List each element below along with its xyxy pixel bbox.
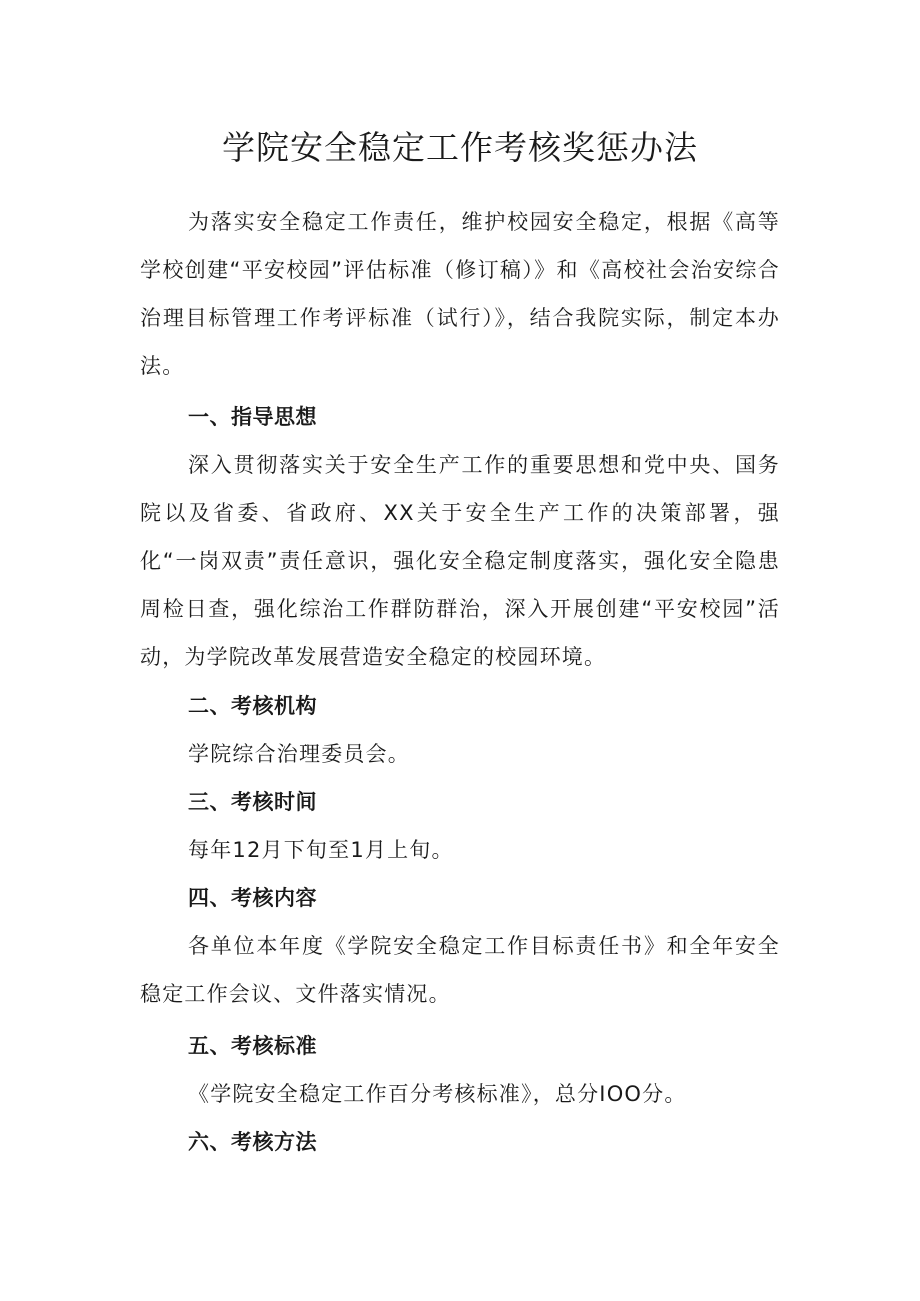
section-heading-assessment-standard: 五、考核标准 xyxy=(188,1034,317,1058)
section-heading-assessment-time: 三、考核时间 xyxy=(188,790,317,814)
section-text-assessment-content: 各单位本年度《学院安全稳定工作目标责任书》和全年安全稳定工作会议、文件落实情况。 xyxy=(140,934,780,1006)
intro-paragraph: 为落实安全稳定工作责任，维护校园安全稳定，根据《高等学校创建“平安校园”评估标准（修订稿）》和《高校社会治安综合治理目标管理工作考评标准（试行）》，结合我院实际，制定本办法。 xyxy=(140,210,780,378)
section-heading-assessment-body: 二、考核机构 xyxy=(188,694,317,718)
section-text-guiding-ideology: 深入贯彻落实关于安全生产工作的重要思想和党中央、国务院以及省委、省政府、XX关于安全生产工作的决策部署，强化“一岗双责”责任意识，强化安全稳定制度落实，强化安全隐患周检日查，强化综治工作群防群治，深入开展创建“平安校园”活动，为学院改革发展营造安全稳定的校园环境。 xyxy=(140,453,780,669)
section-text-assessment-body: 学院综合治理委员会。 xyxy=(188,742,410,766)
section-heading-assessment-method: 六、考核方法 xyxy=(188,1130,317,1154)
section-heading-guiding-ideology: 一、指导思想 xyxy=(188,405,317,429)
section-text-assessment-standard: 《学院安全稳定工作百分考核标准》，总分IOO分。 xyxy=(188,1082,687,1106)
section-heading-assessment-content: 四、考核内容 xyxy=(188,886,317,910)
section-text-assessment-time: 每年12月下旬至1月上旬。 xyxy=(188,838,454,862)
document-title: 学院安全稳定工作考核奖惩办法 xyxy=(222,128,698,167)
